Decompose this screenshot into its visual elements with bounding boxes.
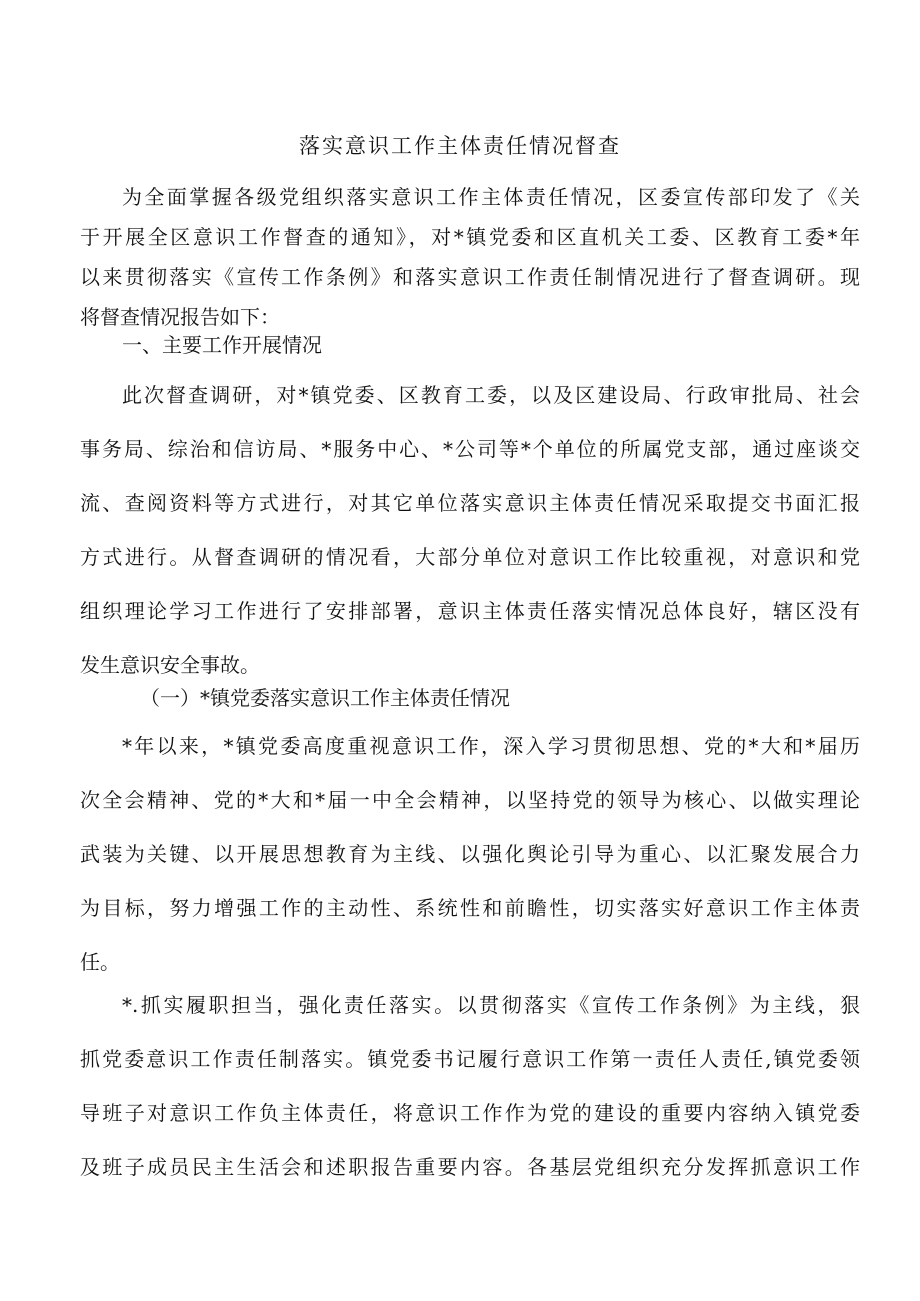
subsection-paragraph-2	[80, 978, 860, 1194]
paragraph-line: 为目标，努力增强工作的主动性、系统性和前瞻性，切实落实好意识工作主体责	[80, 896, 860, 920]
paragraph-line: 方式进行。从督查调研的情况看，大部分单位对意识工作比较重视，对意识和党	[80, 545, 860, 569]
subsection-heading-town-committee	[80, 675, 860, 721]
paragraph-line: 此次督查调研，对*镇党委、区教育工委，以及区建设局、行政审批局、社会	[122, 383, 860, 407]
intro-line: 将督查情况报告如下：	[80, 305, 280, 329]
paragraph-line: 事务局、综治和信访局、*服务中心、*公司等*个单位的所属党支部，通过座谈交	[80, 437, 860, 461]
paragraph-line: 导班子对意识工作负主体责任，将意识工作作为党的建设的重要内容纳入镇党委	[80, 1101, 860, 1125]
paragraph-line: 组织理论学习工作进行了安排部署，意识主体责任落实情况总体良好，辖区没有	[80, 599, 860, 623]
paragraph-line: 流、查阅资料等方式进行，对其它单位落实意识主体责任情况采取提交书面汇报	[80, 491, 860, 515]
paragraph-line: 发生意识安全事故。	[80, 653, 260, 677]
subsection-heading-text: （一）*镇党委落实意识工作主体责任情况	[140, 686, 510, 710]
intro-line: 于开展全区意识工作督查的通知》，对*镇党委和区直机关工委、区教育工委*年	[80, 225, 860, 249]
section-heading-text: 一、主要工作开展情况	[122, 333, 322, 357]
paragraph-line: 次全会精神、党的*大和*届一中全会精神，以坚持党的领导为核心、以做实理论	[80, 788, 860, 812]
section-heading-main-work	[80, 322, 860, 368]
paragraph-line: *年以来，*镇党委高度重视意识工作，深入学习贯彻思想、党的*大和*届历	[122, 734, 860, 758]
paragraph-line: *.抓实履职担当，强化责任落实。以贯彻落实《宣传工作条例》为主线，狠	[122, 993, 860, 1017]
intro-paragraph	[80, 177, 860, 337]
paragraph-line: 任。	[80, 950, 120, 974]
intro-line: 为全面掌握各级党组织落实意识工作主体责任情况，区委宣传部印发了《关	[122, 185, 860, 209]
subsection-paragraph-1	[80, 719, 860, 989]
intro-line: 以来贯彻落实《宣传工作条例》和落实意识工作责任制情况进行了督查调研。现	[80, 265, 860, 289]
paragraph-line: 抓党委意识工作责任制落实。镇党委书记履行意识工作第一责任人责任,镇党委领	[80, 1047, 860, 1071]
paragraph-line: 及班子成员民主生活会和述职报告重要内容。各基层党组织充分发挥抓意识工作	[80, 1155, 860, 1179]
paragraph-line: 武装为关键、以开展思想教育为主线、以强化舆论引导为重心、以汇聚发展合力	[80, 842, 860, 866]
document-title: 落实意识工作主体责任情况督查	[299, 134, 621, 158]
section-paragraph-overview	[80, 368, 860, 692]
